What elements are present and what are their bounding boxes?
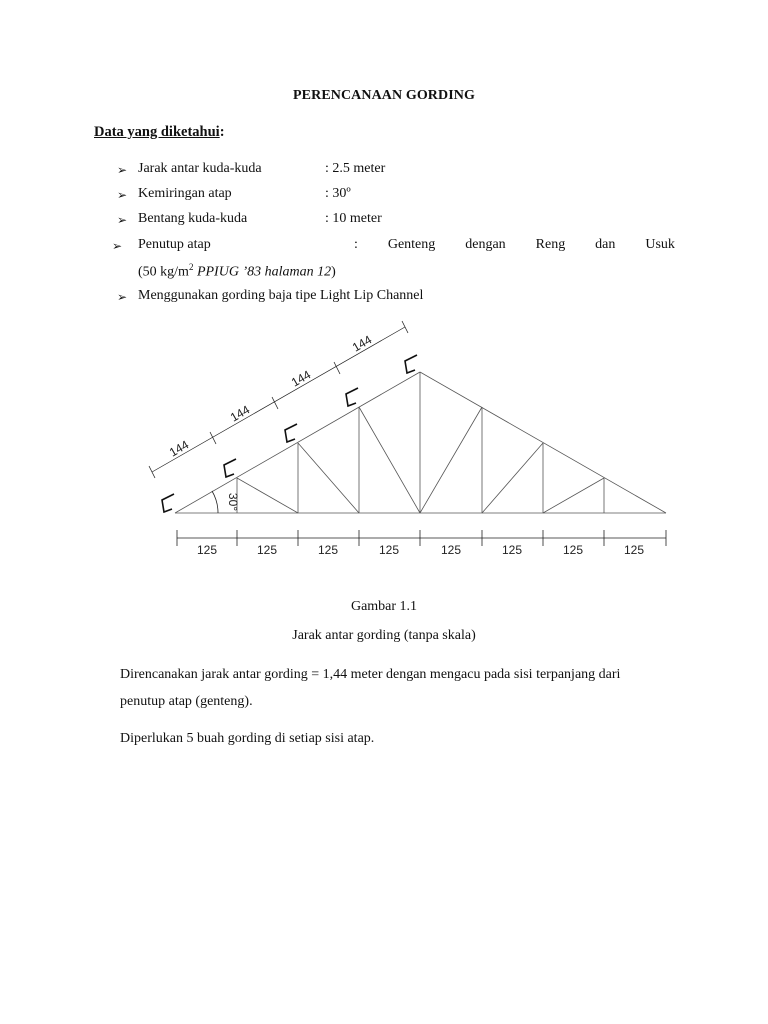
section-heading-text: Data yang diketahui [94, 124, 220, 140]
angle-arc [212, 491, 218, 513]
section-heading-colon: : [219, 124, 225, 140]
arrow-bullet-icon: ➢ [117, 188, 128, 202]
roof-note-reference: PPIUG ’83 halaman 12 [193, 264, 332, 280]
paragraph-1-line-2: penutup atap (genteng). [120, 694, 253, 709]
slope-dimension-label: 144 [166, 437, 192, 460]
bottom-dimension-label: 125 [256, 543, 278, 557]
slope-tick [149, 466, 155, 478]
roof-label: Penutup atap [138, 237, 211, 252]
data-row-value: : 2.5 meter [325, 161, 386, 176]
bottom-dimension-label: 125 [378, 543, 400, 557]
roof-note-suffix: ) [331, 264, 336, 280]
gording-channel-icon [285, 424, 297, 442]
figure-caption-text: Jarak antar gording (tanpa skala) [292, 628, 476, 643]
data-row-value: : 30º [325, 186, 351, 201]
truss-diagonal [298, 443, 359, 513]
slope-tick [402, 321, 408, 333]
roof-word: : [353, 237, 358, 252]
data-row-label: Bentang kuda-kuda [138, 211, 248, 226]
arrow-bullet-icon: ➢ [112, 239, 123, 253]
gording-channel-icon [405, 355, 417, 373]
truss-diagonal [543, 478, 604, 513]
data-row-value: : 10 meter [325, 211, 382, 226]
truss-figure [0, 320, 768, 570]
truss-diagonal [237, 478, 298, 513]
data-row-span [0, 211, 768, 231]
paragraph-2: Diperlukan 5 buah gording di setiap sisi atap. [120, 731, 375, 746]
figure-caption-number: Gambar 1.1 [350, 599, 418, 614]
gording-channel-icon [224, 459, 236, 477]
gording-channel-icon [162, 494, 174, 512]
truss-diagonal [359, 407, 420, 513]
arrow-bullet-icon: ➢ [117, 163, 128, 177]
roof-word: Usuk [645, 237, 675, 252]
section-heading [94, 124, 225, 141]
gording-type-text: Menggunakan gording baja tipe Light Lip Channel [138, 288, 424, 303]
roof-word: dengan [465, 237, 506, 252]
data-row-label: Kemiringan atap [138, 186, 232, 201]
page-title: PERENCANAAN GORDING [293, 88, 475, 103]
data-row-label: Jarak antar kuda-kuda [138, 161, 262, 176]
roof-note [138, 262, 336, 281]
truss-diagonal [482, 443, 543, 513]
bottom-dimension-label: 125 [562, 543, 584, 557]
bottom-dimension-label: 125 [317, 543, 339, 557]
roof-word: Genteng [387, 237, 436, 252]
bottom-dimension-label: 125 [623, 543, 645, 557]
data-row-roof [138, 237, 675, 253]
data-row-slope [0, 186, 768, 206]
paragraph-1-line-1: Direncanakan jarak antar gording = 1,44 meter dengan mengacu pada sisi terpanjang dari [120, 667, 621, 682]
roof-word: Reng [535, 237, 566, 252]
roof-note-prefix: (50 kg/m [138, 264, 189, 280]
bottom-dimension-label: 125 [196, 543, 218, 557]
left-top-chord [175, 372, 420, 513]
slope-dimension-label: 144 [349, 332, 375, 355]
arrow-bullet-icon: ➢ [117, 290, 128, 304]
data-row-spacing [0, 161, 768, 181]
bottom-dimension-label: 125 [440, 543, 462, 557]
slope-dimension-label: 144 [288, 367, 314, 390]
arrow-bullet-icon: ➢ [117, 213, 128, 227]
gording-channel-icon [346, 388, 358, 406]
roof-note-sup: 2 [188, 262, 194, 272]
bottom-dimension-label: 125 [501, 543, 523, 557]
slope-dimension-label: 144 [227, 402, 253, 425]
angle-label: 30° [226, 492, 240, 512]
truss-diagonal [420, 407, 482, 513]
roof-word: dan [595, 237, 616, 252]
slope-tick [334, 362, 340, 374]
data-row-gording-type [0, 288, 768, 308]
